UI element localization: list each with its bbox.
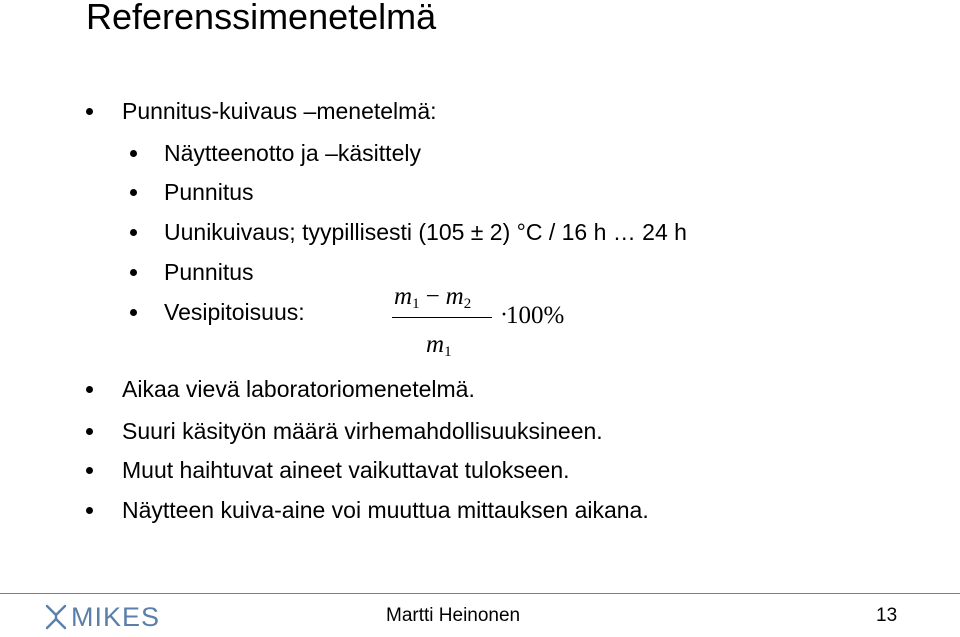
formula-sub: 1 (412, 296, 420, 312)
bullet-dot (130, 229, 137, 236)
formula-sub: 1 (444, 344, 452, 360)
bullet-text: Näytteen kuiva-aine voi muuttua mittauksen aikana. (122, 497, 649, 523)
formula-multiply: · (500, 302, 508, 328)
subbullet-text: Punnitus (164, 259, 254, 285)
bullet-dot (86, 386, 93, 393)
bullet-dot (86, 108, 93, 115)
subbullet-item (164, 218, 687, 246)
bullet-text: Punnitus-kuivaus –menetelmä: (122, 98, 437, 124)
subbullet-text: Näytteenotto ja –käsittely (164, 140, 421, 166)
formula-sub: 2 (463, 296, 472, 312)
bullet-dot (130, 150, 137, 157)
formula-factor: 100% (506, 302, 565, 329)
formula-var: m (445, 283, 464, 310)
subbullet-text: Uunikuivaus; tyypillisesti (105 ± 2) °C / 16 h … 24 h (164, 219, 687, 245)
fraction-bar (392, 317, 492, 318)
formula-denominator (426, 331, 452, 361)
footer-divider (0, 593, 960, 594)
bullet-item (122, 417, 603, 445)
bullet-item (122, 97, 437, 125)
bullet-text: Suuri käsityön määrä virhemahdollisuuksineen. (122, 418, 603, 444)
bullet-item (122, 456, 570, 484)
subbullet-item (164, 139, 421, 167)
bullet-item (122, 375, 475, 403)
subbullet-text: Vesipitoisuus: (164, 299, 305, 325)
bullet-dot (130, 269, 137, 276)
bullet-item (122, 496, 649, 524)
bullet-dot (130, 189, 137, 196)
water-content-formula (390, 280, 600, 370)
slide-title: Referenssimenetelmä (86, 0, 437, 37)
bullet-dot (86, 428, 93, 435)
subbullet-item (164, 258, 254, 286)
subbullet-text: Punnitus (164, 179, 254, 205)
bullet-dot (130, 309, 137, 316)
page-number: 13 (876, 605, 898, 626)
formula-numerator (394, 283, 471, 313)
footer-author: Martti Heinonen (386, 605, 521, 626)
formula-var: m (426, 331, 445, 358)
bullet-dot (86, 507, 93, 514)
bullet-text: Aikaa vievä laboratoriomenetelmä. (122, 376, 475, 402)
mikes-logo-icon (44, 602, 68, 632)
subbullet-item (164, 298, 305, 326)
bullet-text: Muut haihtuvat aineet vaikuttavat tulokseen. (122, 457, 570, 483)
mikes-logo-text: MIKES (71, 602, 161, 632)
bullet-dot (86, 467, 93, 474)
formula-var: m (394, 283, 413, 310)
formula-minus: − (425, 283, 440, 310)
subbullet-item (164, 178, 254, 206)
